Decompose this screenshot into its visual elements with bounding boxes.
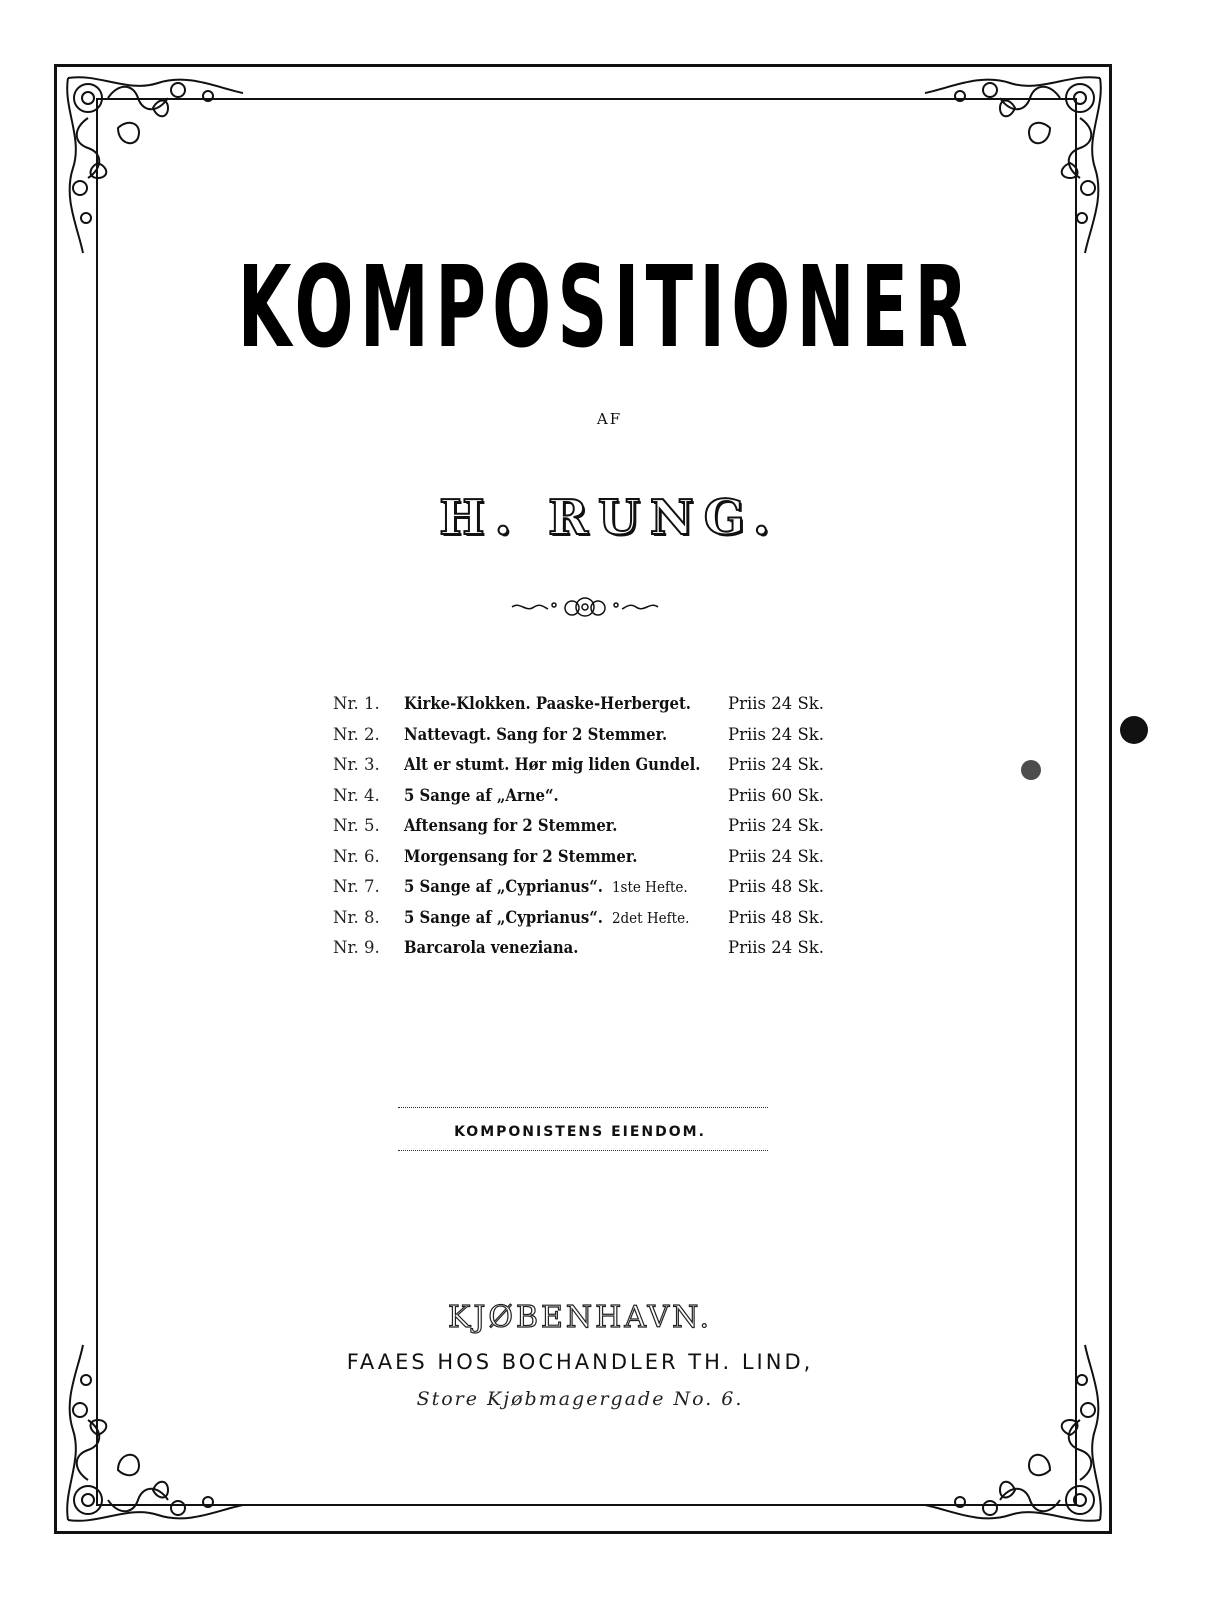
- work-title-text: 5 Sange af „Arne“.: [404, 785, 559, 805]
- work-price: Priis 48 Sk.: [728, 907, 825, 927]
- work-title: [404, 847, 637, 867]
- publisher-address: Store Kjøbmagergade No. 6.: [416, 1388, 744, 1410]
- corner-ornament-top-left: [58, 68, 248, 258]
- work-number: Nr. 5.: [333, 816, 380, 835]
- work-number: Nr. 1.: [333, 694, 380, 713]
- work-price: Priis 24 Sk.: [728, 938, 825, 957]
- work-number: Nr. 8.: [333, 907, 380, 927]
- work-row: [330, 786, 850, 817]
- work-price: Priis 24 Sk.: [728, 755, 825, 774]
- property-notice: KOMPONISTENS EIENDOM.: [454, 1124, 706, 1140]
- by-label: AF: [596, 410, 623, 428]
- work-title-text: Morgensang for 2 Stemmer.: [404, 846, 638, 866]
- work-title-text: Alt er stumt. Hør mig liden Gundel.: [404, 755, 701, 774]
- work-price: Priis 24 Sk.: [728, 816, 825, 835]
- work-row: [330, 694, 850, 725]
- work-title: [404, 938, 578, 958]
- publisher-line: FAAES HOS BOCHANDLER TH. LIND,: [346, 1350, 814, 1374]
- work-price: Priis 24 Sk.: [728, 724, 825, 744]
- work-title: [404, 694, 691, 714]
- work-title: [404, 816, 617, 836]
- work-row: [330, 816, 850, 847]
- ink-blot: [1021, 760, 1041, 780]
- work-title-text: Kirke-Klokken. Paaske-Herberget.: [404, 694, 691, 713]
- work-volume-note: 2det Hefte.: [611, 908, 690, 927]
- work-title-text: Nattevagt. Sang for 2 Stemmer.: [404, 724, 668, 744]
- work-row: [330, 938, 850, 969]
- work-number: Nr. 4.: [333, 785, 380, 805]
- work-row: [330, 755, 850, 786]
- work-price: Priis 48 Sk.: [728, 877, 825, 896]
- work-number: Nr. 7.: [333, 877, 380, 896]
- ink-blot: [1120, 716, 1148, 744]
- work-number: Nr. 9.: [333, 938, 380, 957]
- dotted-rule-bottom: [398, 1150, 768, 1151]
- work-title: [404, 755, 700, 775]
- work-number: Nr. 2.: [333, 724, 380, 744]
- work-title: [404, 908, 689, 928]
- publication-city: KJØBENHAVN.: [447, 1300, 713, 1335]
- work-title-text: Aftensang for 2 Stemmer.: [404, 816, 618, 835]
- composer-name: H. RUNG.: [439, 490, 780, 546]
- work-price: Priis 60 Sk.: [728, 785, 825, 805]
- divider-ornament: [510, 592, 660, 622]
- page-title: KOMPOSITIONER: [237, 243, 975, 373]
- work-title: [404, 725, 667, 745]
- work-title: [404, 877, 688, 897]
- work-title-text: Barcarola veneziana.: [404, 938, 579, 957]
- work-number: Nr. 6.: [333, 846, 380, 866]
- work-title-text: 5 Sange af „Cyprianus“.: [404, 907, 603, 927]
- work-title-text: 5 Sange af „Cyprianus“.: [404, 877, 603, 896]
- work-number: Nr. 3.: [333, 755, 380, 774]
- work-volume-note: 1ste Hefte.: [611, 878, 688, 896]
- work-row: [330, 847, 850, 878]
- corner-ornament-top-right: [920, 68, 1110, 258]
- work-row: [330, 725, 850, 756]
- work-row: [330, 908, 850, 939]
- work-row: [330, 877, 850, 908]
- dotted-rule-top: [398, 1107, 768, 1108]
- work-price: Priis 24 Sk.: [728, 846, 825, 866]
- work-price: Priis 24 Sk.: [728, 694, 825, 713]
- works-list: [330, 694, 850, 969]
- work-title: [404, 786, 559, 806]
